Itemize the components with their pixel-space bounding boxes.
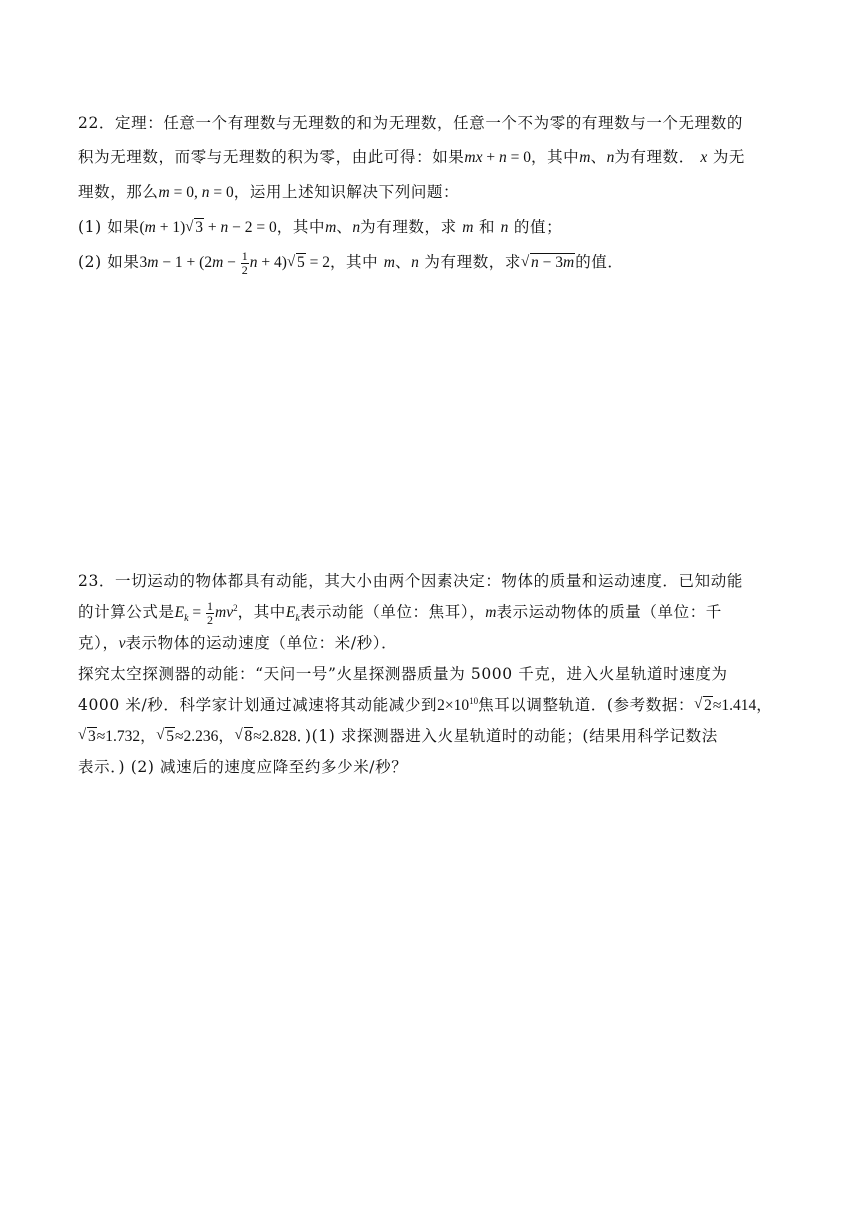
q23-line-6 (78, 721, 790, 752)
q23-text: 表示动能（单位：焦耳）， (299, 603, 486, 621)
q23-line-2 (78, 597, 790, 628)
var-v: v (118, 635, 126, 652)
q22-text: 为有理数，求 (424, 253, 521, 271)
q22-line-1: 22．定理：任意一个有理数与无理数的和为无理数，任意一个不为零的有理数与一个无理数的 (78, 114, 743, 132)
q23-text: 4000 米/秒．科学家计划通过减速将其动能减少到 (78, 696, 438, 714)
energy-target: $2\times 10^{10}$ (437, 695, 479, 714)
equation-part1: (m + 1) √ 3 + n − 2 = 0 (139, 219, 277, 236)
q23-text: 克）， (78, 634, 119, 652)
q22-text: (1) 如果 (78, 218, 140, 236)
q22-text: 的值； (513, 218, 563, 236)
q23-text: ， (140, 727, 157, 745)
sqrt-n-3m: √ n − 3m (521, 254, 575, 271)
q22-line-2: 积为无理数，而零与无理数的积为零，由此可得：如果mx + n = 0，其中m、n为有理数． x 为无 (78, 148, 746, 166)
q23-text: 焦耳以调整轨道．(参考数据： (478, 696, 695, 714)
q22-text: 的值． (575, 253, 624, 271)
q22-line-3 (78, 175, 790, 210)
q23-line-5: 4000 米/秒．科学家计划通过减速将其动能减少到$2\times 10^{10}$焦耳以调整轨道．(参考数据： √ 2≈1.414， (78, 695, 773, 714)
q22-text: 理数，那么 (78, 183, 159, 201)
q23-text: 表示运动物体的质量（单位：千 (496, 603, 722, 621)
equation-m0-n0: m = 0, n = 0 (158, 184, 234, 201)
q23-text: ．) (296, 727, 312, 745)
q22-text: 为有理数． (614, 148, 695, 166)
var-m-n: m (579, 149, 591, 166)
q22-text: 为有理数，求 (360, 218, 457, 236)
ref-sqrt-2: √ 2≈1.414 (694, 696, 757, 714)
q23-text: 表示物体的运动速度（单位：米/秒）． (125, 634, 398, 652)
equation-part2: 3m − 1 + (2m − $\frac{1}{2}$ n + 4) √ 5 = 2 (139, 248, 330, 277)
q22-text: ，其中 (329, 253, 379, 271)
q23-text: (1) 求探测器进入火星轨道时的动能；(结果用科学记数法 (311, 727, 718, 745)
ref-sqrt-5: √ 5≈2.236 (156, 727, 219, 745)
q22-part-1: (1) 如果(m + 1) √ 3 + n − 2 = 0，其中m、n为有理数，求 m 和 n 的值； (78, 218, 563, 236)
q23-text: 的计算公式是 (78, 603, 175, 621)
question-23 (78, 566, 790, 783)
q22-text: ，其中 (530, 148, 580, 166)
ref-sqrt-8: √ 8≈2.828 (234, 727, 297, 745)
q23-line-1: 23．一切运动的物体都具有动能，其大小由两个因素决定：物体的质量和运动速度．已知动能 (78, 572, 743, 590)
var-m: m (485, 604, 497, 621)
q23-text: ， (218, 727, 235, 745)
q23-text: ，其中 (237, 603, 286, 621)
q22-text: 积为无理数，而零与无理数的积为零，由此可得：如果 (78, 148, 465, 166)
q23-line-7: 表示．) (2) 减速后的速度应降至约多少米/秒？ (78, 758, 408, 776)
ref-sqrt-3: √ 3≈1.732 (78, 727, 141, 745)
q22-text: (2) 如果 (78, 253, 140, 271)
q22-part-2: (2) 如果3m − 1 + (2m − $\frac{1}{2}$ n + 4) √ 5 = 2，其中 m、n 为有理数，求 √ n − 3m的值． (78, 245, 790, 280)
q22-text: 和 (479, 218, 496, 236)
var-x: x (700, 149, 708, 166)
q23-line-4: 探究太空探测器的动能：“天问一号”火星探测器质量为 5000 千克，进入火星轨道时速度为 (78, 665, 728, 683)
q23-line-3 (78, 628, 790, 659)
q22-text: ，运用上述知识解决下列问题： (233, 183, 460, 201)
q22-text: ，其中 (276, 218, 326, 236)
question-22 (78, 106, 790, 280)
var-ek: $E_k$ (285, 604, 300, 625)
equation-mx-n: mx + n = 0 (464, 149, 531, 166)
equation-kinetic-energy: $E_k$ = $\frac{1}{2}$ $mv^2$ (174, 598, 238, 627)
q22-text: 为无 (712, 148, 746, 166)
